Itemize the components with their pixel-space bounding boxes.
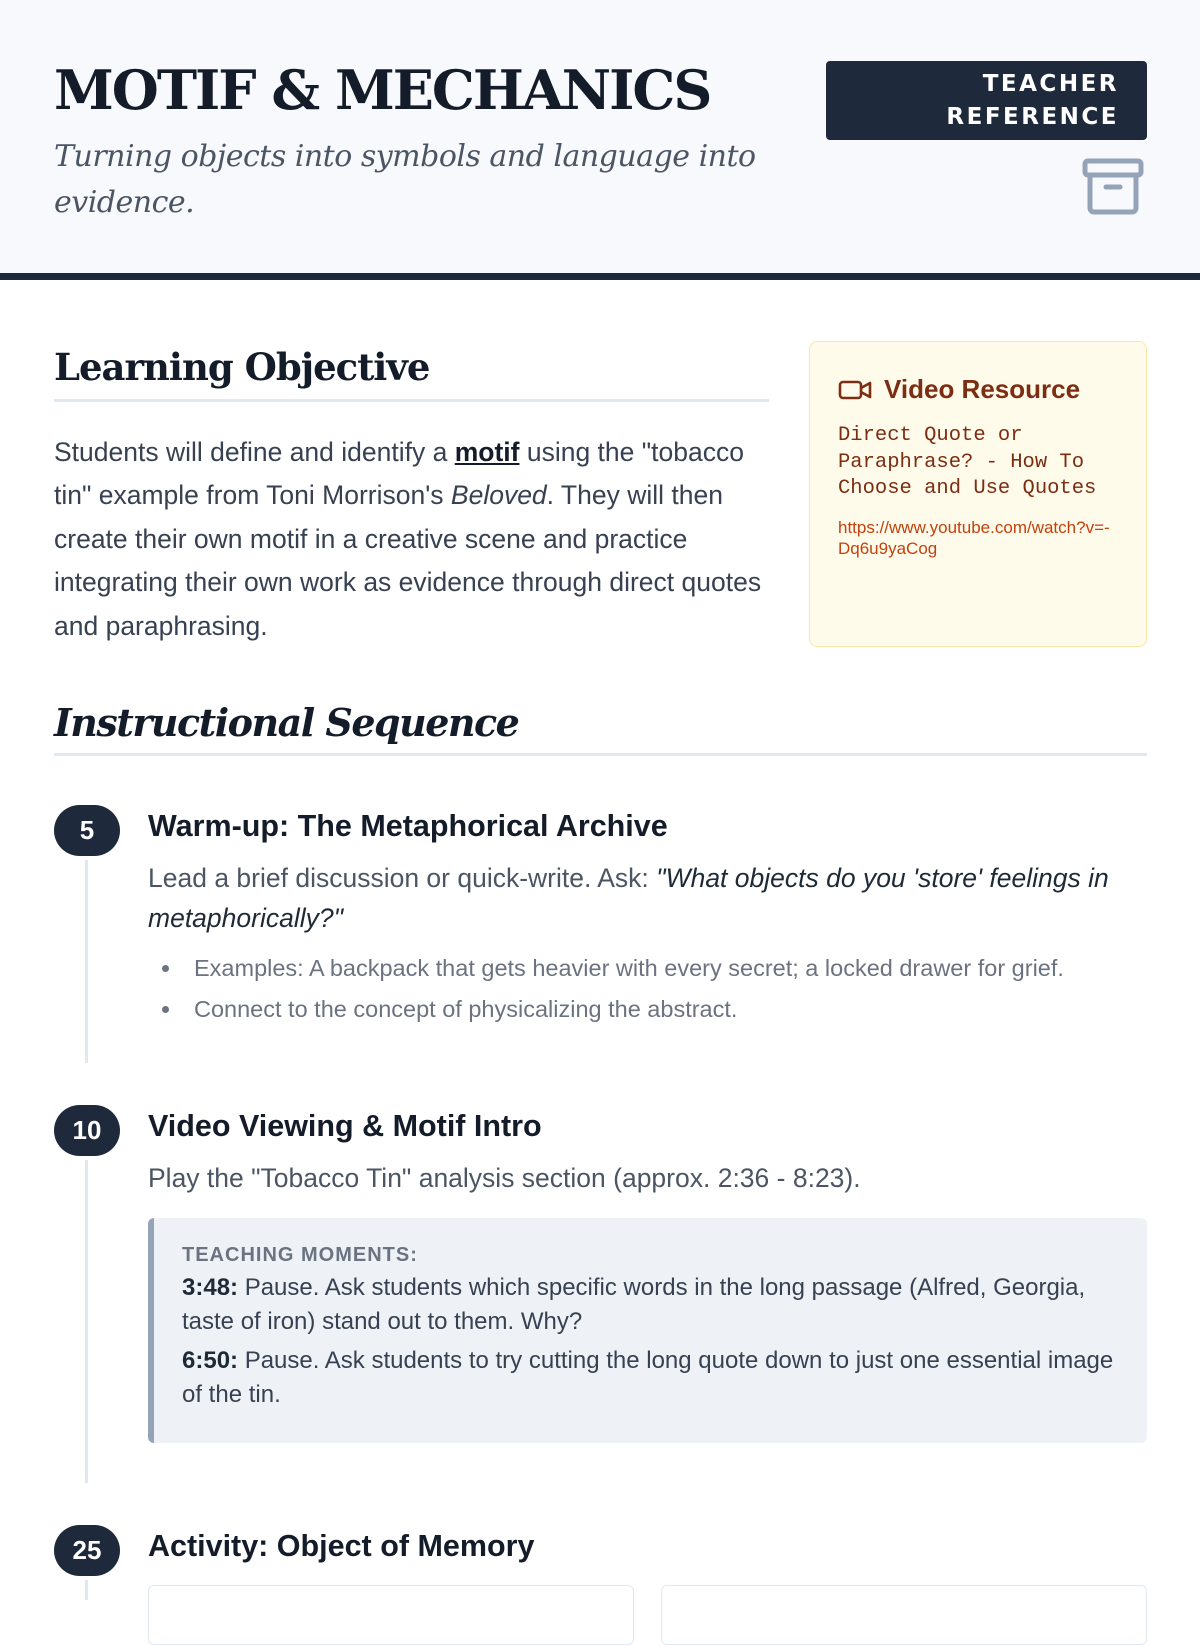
teaching-moments-box [148, 1218, 1147, 1443]
objective-text [54, 431, 769, 648]
page-header [0, 0, 1200, 280]
objective-heading: Learning Objective [54, 345, 769, 402]
sequence-heading: Instructional Sequence [54, 700, 1147, 756]
moment-text: Pause. Ask students which specific words in the long passage (Alfred, Georgia, taste of iron) stand out to them. Why? [182, 1274, 1086, 1335]
objective-text-part: using the "tobacco tin" example from Toni Morrison's [54, 437, 744, 511]
teaching-moments-label: TEACHING MOMENTS: [182, 1244, 418, 1266]
step-bullet-list [148, 948, 1148, 1029]
objective-text-part: Students will define and identify a [54, 437, 455, 467]
step-title: Warm-up: The Metaphorical Archive [148, 809, 668, 843]
step-title: Activity: Object of Memory [148, 1529, 535, 1563]
video-resource-header [838, 374, 1118, 405]
list-item: Examples: A backpack that gets heavier with every secret; a locked drawer for grief. [148, 948, 1148, 989]
teaching-moment [182, 1271, 1117, 1338]
step-minutes-badge: 25 [54, 1525, 120, 1576]
timeline-line [85, 1160, 88, 1483]
teacher-reference-badge: TEACHER REFERENCE [826, 61, 1147, 140]
step-title: Video Viewing & Motif Intro [148, 1109, 542, 1143]
page-title: MOTIF & MECHANICS [54, 58, 711, 122]
step-description: Play the "Tobacco Tin" analysis section (approx. 2:36 - 8:23). [148, 1163, 861, 1193]
moment-timestamp: 6:50: [182, 1347, 239, 1374]
step-minutes-badge: 10 [54, 1105, 120, 1156]
step-quote: "What objects do you 'store' feelings in metaphorically?" [148, 863, 1109, 933]
activity-card [148, 1585, 634, 1645]
timeline-line [85, 1580, 88, 1600]
list-item: Connect to the concept of physicalizing the abstract. [148, 989, 1148, 1030]
video-name: Direct Quote or Paraphrase? - How To Choose and Use Quotes [838, 424, 1097, 500]
archive-icon [1082, 158, 1144, 216]
objective-text-part: . They will then create their own motif in a creative scene and practice integrating their own work as evidence through direct quotes and paraphrasing. [54, 480, 762, 641]
video-resource-card [809, 341, 1147, 647]
moment-timestamp: 3:48: [182, 1274, 239, 1301]
moment-text: Pause. Ask students to try cutting the long quote down to just one essential image of the tin. [182, 1347, 1114, 1408]
video-resource-title: Video Resource [884, 374, 1081, 404]
step-minutes-badge: 5 [54, 805, 120, 856]
activity-card [661, 1585, 1147, 1645]
step-description-text: Lead a brief discussion or quick-write. Ask: [148, 863, 657, 893]
step-description [148, 858, 1148, 938]
teaching-moment [182, 1344, 1117, 1411]
video-link[interactable]: https://www.youtube.com/watch?v=-Dq6u9yaCog [838, 517, 1110, 558]
page-subtitle: Turning objects into symbols and language into evidence. [54, 139, 756, 220]
timeline-line [85, 860, 88, 1063]
book-title: Beloved [450, 480, 547, 511]
video-camera-icon [838, 379, 872, 401]
motif-term: motif [454, 437, 520, 467]
